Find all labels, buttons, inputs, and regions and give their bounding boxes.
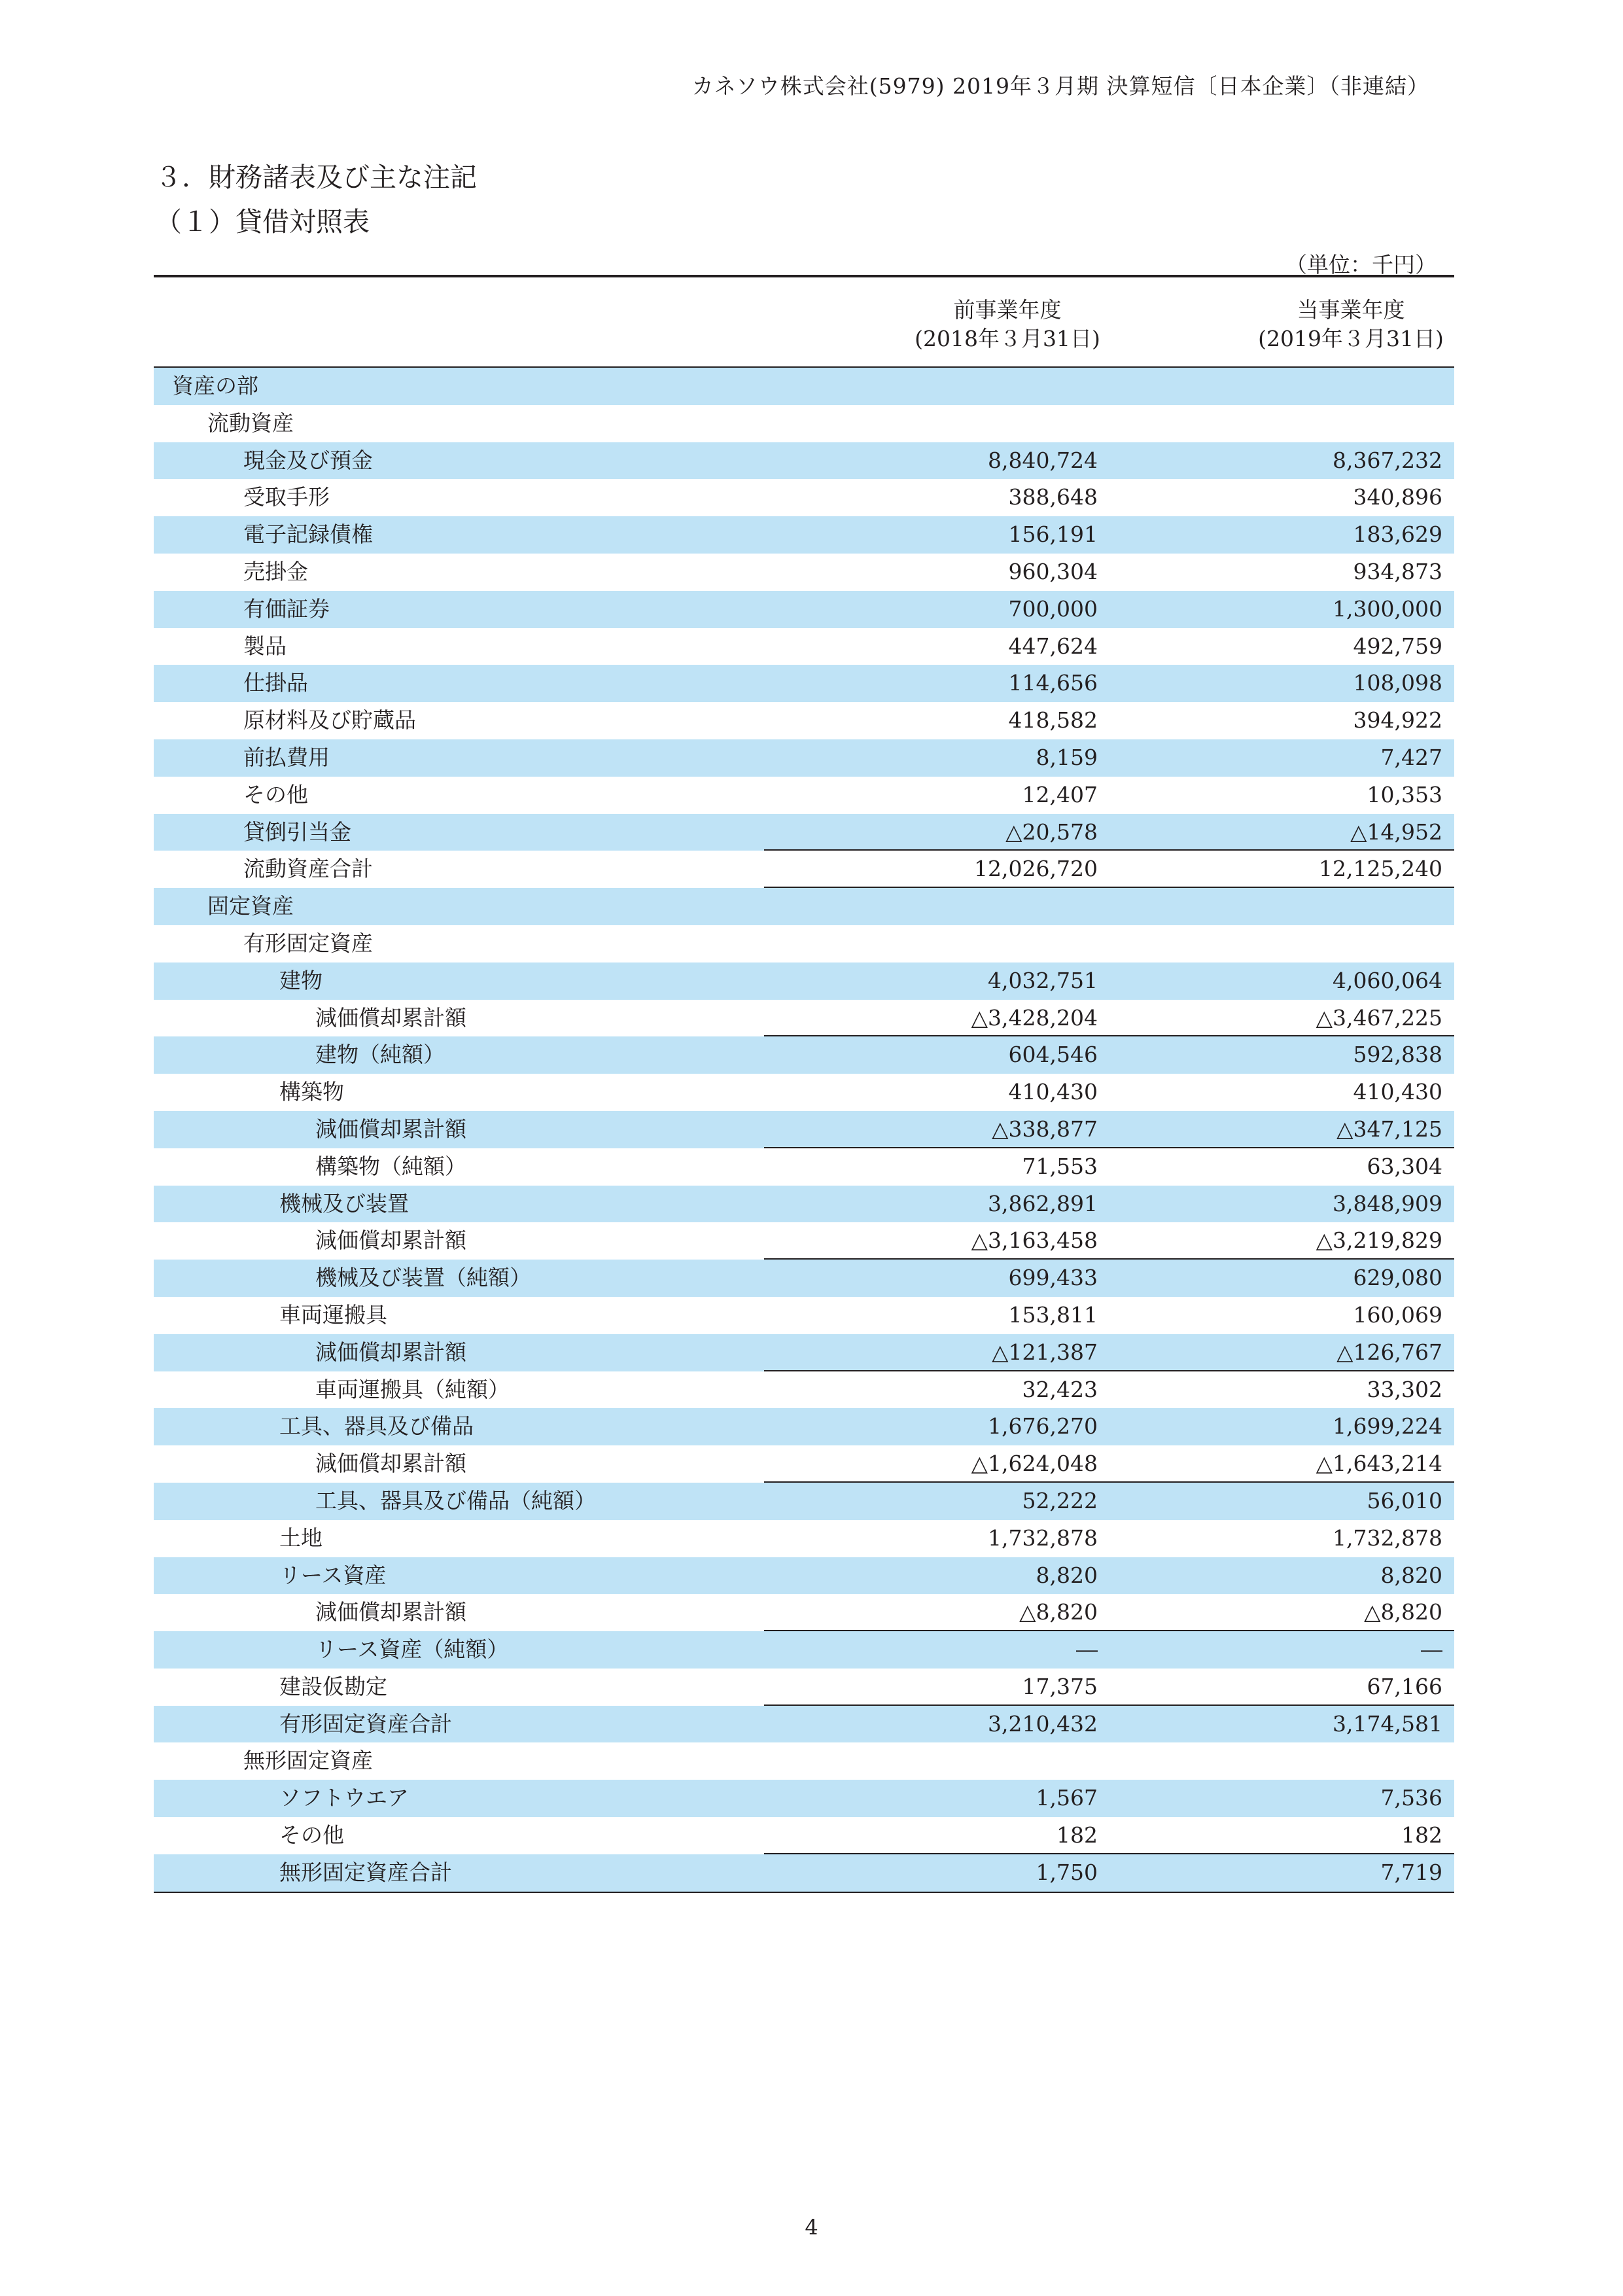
curr-year-value: 1,732,878 [1333, 1525, 1442, 1551]
row-label: 建設仮勘定 [279, 1673, 387, 1699]
table-row [154, 1222, 1454, 1260]
table-row [154, 1371, 1454, 1409]
table-row [154, 1260, 1454, 1297]
column-header-curr-year [1213, 296, 1488, 353]
table-bottom-rule [154, 1892, 1454, 1893]
prev-year-value: 182 [1056, 1822, 1098, 1848]
curr-year-value: 7,427 [1380, 744, 1442, 770]
prev-year-value: 1,750 [1036, 1859, 1098, 1885]
curr-year-value: 8,820 [1380, 1562, 1442, 1588]
table-row [154, 702, 1454, 739]
curr-year-value: △14,952 [1350, 819, 1442, 845]
page-number: 4 [805, 2215, 818, 2240]
curr-year-value: 108,098 [1353, 670, 1442, 696]
company-name: カネソウ株式会社(5979) [691, 73, 945, 99]
curr-year-value: 492,759 [1353, 633, 1442, 659]
table-body [154, 368, 1454, 1892]
fiscal-period: 2019年３月期 [952, 73, 1099, 99]
curr-year-value: 3,848,909 [1333, 1190, 1442, 1216]
prev-year-value: 418,582 [1008, 707, 1098, 733]
curr-year-value: 33,302 [1367, 1376, 1442, 1402]
row-label: 固定資産 [207, 893, 294, 919]
table-row [154, 814, 1454, 851]
row-label: 電子記録債権 [243, 521, 373, 548]
row-label: 車両運搬具 [279, 1301, 387, 1328]
curr-year-value: 934,873 [1353, 558, 1442, 584]
table-row [154, 368, 1454, 405]
table-row [154, 1520, 1454, 1557]
table-row [154, 1631, 1454, 1669]
prev-year-value: 153,811 [1008, 1301, 1098, 1328]
balance-sheet-table [154, 275, 1454, 1893]
table-row [154, 591, 1454, 628]
row-label: 減価償却累計額 [315, 1451, 466, 1477]
table-row [154, 1074, 1454, 1111]
row-label: 減価償却累計額 [315, 1339, 466, 1365]
curr-year-value: 4,060,064 [1333, 967, 1442, 993]
row-label: 有価証券 [243, 595, 330, 622]
curr-year-label: 当事業年度 [1297, 297, 1405, 323]
table-row [154, 925, 1454, 963]
prev-year-value: 12,407 [1022, 781, 1098, 807]
table-row [154, 1817, 1454, 1854]
curr-year-value: △347,125 [1336, 1116, 1442, 1142]
curr-year-value: 3,174,581 [1333, 1710, 1442, 1737]
curr-year-value: 12,125,240 [1319, 856, 1442, 882]
table-row [154, 739, 1454, 777]
table-row [154, 628, 1454, 665]
row-label: 土地 [279, 1525, 323, 1551]
prev-year-value: ― [1076, 1636, 1098, 1663]
prev-year-value: 604,546 [1008, 1042, 1098, 1068]
row-label: 機械及び装置 [279, 1190, 409, 1216]
prev-year-value: 8,159 [1036, 744, 1098, 770]
table-row [154, 1742, 1454, 1780]
table-row [154, 665, 1454, 702]
curr-year-value: △3,219,829 [1316, 1227, 1442, 1254]
row-label: 構築物 [279, 1079, 344, 1105]
prev-year-value: △1,624,048 [971, 1451, 1098, 1477]
curr-year-value: 1,699,224 [1333, 1413, 1442, 1439]
curr-year-value: ― [1421, 1636, 1442, 1663]
prev-year-value: 8,840,724 [988, 447, 1098, 473]
curr-year-value: 8,367,232 [1333, 447, 1442, 473]
curr-year-value: 592,838 [1353, 1042, 1442, 1068]
table-row [154, 1111, 1454, 1148]
prev-year-value: 32,423 [1022, 1376, 1098, 1402]
table-row [154, 1557, 1454, 1595]
subsection-title: （１）貸借対照表 [155, 206, 370, 238]
table-row [154, 1854, 1454, 1892]
prev-year-value: 4,032,751 [988, 967, 1098, 993]
prev-year-value: 52,222 [1022, 1487, 1098, 1513]
row-label: 減価償却累計額 [315, 1227, 466, 1254]
table-row [154, 1483, 1454, 1520]
table-row [154, 1669, 1454, 1706]
curr-year-value: 56,010 [1367, 1487, 1442, 1513]
prev-year-value: 17,375 [1022, 1673, 1098, 1699]
row-label: 建物 [279, 967, 323, 993]
prev-year-date: (2018年３月31日) [915, 326, 1100, 351]
prev-year-value: 1,567 [1036, 1785, 1098, 1811]
curr-year-value: 394,922 [1353, 707, 1442, 733]
curr-year-value: 67,166 [1367, 1673, 1442, 1699]
table-row [154, 1408, 1454, 1445]
report-type: 決算短信〔日本企業〕（非連結） [1106, 73, 1429, 99]
row-label: リース資産（純額） [315, 1636, 509, 1663]
prev-year-value: 410,430 [1008, 1079, 1098, 1105]
prev-year-value: △8,820 [1019, 1599, 1098, 1625]
curr-year-value: 629,080 [1353, 1265, 1442, 1291]
table-row [154, 963, 1454, 1000]
prev-year-value: 8,820 [1036, 1562, 1098, 1588]
row-label: 無形固定資産 [243, 1748, 373, 1774]
prev-year-value: △121,387 [992, 1339, 1098, 1365]
prev-year-value: 1,676,270 [988, 1413, 1098, 1439]
row-label: その他 [243, 781, 308, 807]
row-label: 受取手形 [243, 484, 330, 510]
row-label: 原材料及び貯蔵品 [243, 707, 416, 733]
column-header-prev-year [870, 296, 1145, 353]
row-label: 有形固定資産 [243, 930, 373, 956]
document-header [692, 69, 1429, 100]
table-row [154, 405, 1454, 442]
row-label: 減価償却累計額 [315, 1599, 466, 1625]
row-label: 構築物（純額） [315, 1153, 466, 1179]
prev-year-label: 前事業年度 [953, 297, 1062, 323]
curr-year-value: △126,767 [1336, 1339, 1442, 1365]
table-row [154, 1706, 1454, 1743]
prev-year-value: △338,877 [992, 1116, 1098, 1142]
table-row [154, 1780, 1454, 1817]
table-row [154, 1445, 1454, 1483]
row-label: 現金及び預金 [243, 447, 373, 473]
table-row [154, 516, 1454, 554]
table-row [154, 1594, 1454, 1631]
curr-year-value: 182 [1401, 1822, 1442, 1848]
prev-year-value: 699,433 [1008, 1265, 1098, 1291]
curr-year-value: 10,353 [1367, 781, 1442, 807]
curr-year-value: 183,629 [1353, 521, 1442, 548]
prev-year-value: △3,428,204 [971, 1004, 1098, 1031]
table-row [154, 554, 1454, 591]
row-label: 資産の部 [172, 373, 258, 398]
curr-year-value: △1,643,214 [1316, 1451, 1442, 1477]
row-label: 無形固定資産合計 [279, 1859, 452, 1885]
row-label: 流動資産 [207, 410, 294, 436]
prev-year-value: △20,578 [1005, 819, 1098, 845]
prev-year-value: 156,191 [1008, 521, 1098, 548]
prev-year-value: 388,648 [1008, 484, 1098, 510]
row-label: 減価償却累計額 [315, 1004, 466, 1031]
table-row [154, 1000, 1454, 1037]
prev-year-value: 12,026,720 [974, 856, 1098, 882]
row-label: 減価償却累計額 [315, 1116, 466, 1142]
row-label: 建物（純額） [315, 1042, 445, 1068]
table-row [154, 1297, 1454, 1334]
row-label: 売掛金 [243, 558, 308, 584]
curr-year-value: 1,300,000 [1333, 595, 1442, 622]
prev-year-value: 3,862,891 [988, 1190, 1098, 1216]
table-row [154, 479, 1454, 516]
prev-year-value: 700,000 [1008, 595, 1098, 622]
row-label: 工具、器具及び備品（純額） [315, 1487, 596, 1513]
prev-year-value: 3,210,432 [988, 1710, 1098, 1737]
table-row [154, 777, 1454, 814]
table-row [154, 442, 1454, 480]
table-row [154, 1334, 1454, 1371]
curr-year-value: 160,069 [1353, 1301, 1442, 1328]
table-row [154, 1148, 1454, 1186]
prev-year-value: 960,304 [1008, 558, 1098, 584]
curr-year-date: (2019年３月31日) [1258, 326, 1444, 351]
curr-year-value: 63,304 [1367, 1153, 1442, 1179]
table-row [154, 888, 1454, 925]
table-row [154, 1036, 1454, 1074]
curr-year-value: 7,536 [1380, 1785, 1442, 1811]
row-label: 製品 [243, 633, 287, 659]
row-label: 貸倒引当金 [243, 819, 351, 845]
table-row [154, 851, 1454, 888]
curr-year-value: 7,719 [1380, 1859, 1442, 1885]
curr-year-value: 410,430 [1353, 1079, 1442, 1105]
row-label: 工具、器具及び備品 [279, 1413, 474, 1439]
prev-year-value: △3,163,458 [971, 1227, 1098, 1254]
curr-year-value: △8,820 [1364, 1599, 1442, 1625]
unit-note: （単位：千円） [1285, 252, 1437, 277]
row-label: 流動資産合計 [243, 856, 373, 882]
row-label: ソフトウエア [279, 1785, 409, 1811]
prev-year-value: 447,624 [1008, 633, 1098, 659]
row-label: リース資産 [279, 1562, 387, 1588]
row-label: 機械及び装置（純額） [315, 1265, 531, 1291]
table-row [154, 1186, 1454, 1223]
curr-year-value: △3,467,225 [1316, 1004, 1442, 1031]
column-header-row [154, 277, 1454, 368]
prev-year-value: 114,656 [1008, 670, 1098, 696]
row-label: 車両運搬具（純額） [315, 1376, 510, 1402]
prev-year-value: 1,732,878 [988, 1525, 1098, 1551]
prev-year-value: 71,553 [1022, 1153, 1098, 1179]
row-label: 仕掛品 [243, 670, 308, 696]
section-title: ３．財務諸表及び主な注記 [155, 162, 477, 193]
row-label: 有形固定資産合計 [279, 1710, 452, 1737]
row-label: その他 [279, 1822, 344, 1848]
row-label: 前払費用 [243, 744, 330, 770]
curr-year-value: 340,896 [1353, 484, 1442, 510]
